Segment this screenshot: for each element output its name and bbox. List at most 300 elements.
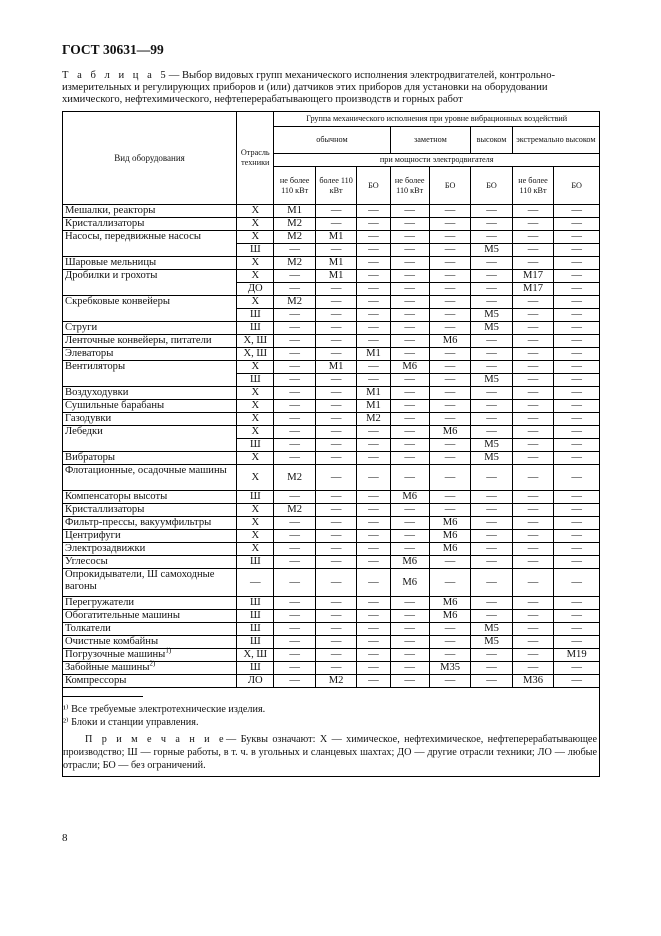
equipment-label: Воздуходувки <box>65 387 129 398</box>
group-cell: — <box>390 530 429 543</box>
table-row <box>63 205 600 218</box>
group-cell: — <box>390 322 429 335</box>
group-cell: М36 <box>512 675 553 688</box>
group-cell: — <box>554 348 600 361</box>
group-cell: — <box>512 569 553 597</box>
group-cell: — <box>357 597 390 610</box>
group-cell: — <box>315 569 356 597</box>
equipment-name <box>63 623 237 636</box>
group-cell: — <box>554 218 600 231</box>
group-cell: — <box>512 231 553 244</box>
equipment-name <box>63 556 237 569</box>
industry-cell: Ш <box>237 374 274 387</box>
group-cell: — <box>315 517 356 530</box>
table-row <box>63 556 600 569</box>
group-cell: — <box>429 556 470 569</box>
group-cell: — <box>554 322 600 335</box>
industry-cell: ЛО <box>237 675 274 688</box>
group-cell: — <box>274 556 315 569</box>
group-cell: М2 <box>274 296 315 309</box>
group-cell: — <box>357 218 390 231</box>
group-cell: — <box>429 491 470 504</box>
equipment-label: Сушильные барабаны <box>65 400 165 411</box>
group-cell: М1 <box>315 231 356 244</box>
group-cell: — <box>471 465 512 491</box>
group-cell: М2 <box>274 218 315 231</box>
group-cell: — <box>429 649 470 662</box>
equipment-name <box>63 335 237 348</box>
group-cell: — <box>274 426 315 439</box>
group-cell: — <box>357 517 390 530</box>
group-cell: — <box>471 543 512 556</box>
group-cell: — <box>274 348 315 361</box>
group-cell: — <box>512 517 553 530</box>
equipment-name <box>63 517 237 530</box>
group-cell: М5 <box>471 309 512 322</box>
group-cell: — <box>512 374 553 387</box>
group-cell: — <box>274 610 315 623</box>
group-cell: — <box>274 649 315 662</box>
group-cell: — <box>315 387 356 400</box>
industry-cell: Х <box>237 452 274 465</box>
equipment-table <box>62 111 600 777</box>
equipment-name <box>63 400 237 413</box>
group-cell: — <box>390 649 429 662</box>
group-cell: — <box>554 335 600 348</box>
group-cell: — <box>554 662 600 675</box>
group-cell: — <box>471 270 512 283</box>
group-cell: — <box>554 530 600 543</box>
header-subcolumn: более 110 кВт <box>315 167 356 205</box>
group-cell: — <box>471 205 512 218</box>
group-cell: — <box>554 517 600 530</box>
header-subcolumn: БО <box>429 167 470 205</box>
group-cell: — <box>512 504 553 517</box>
group-cell: — <box>512 439 553 452</box>
group-cell: — <box>554 361 600 374</box>
group-cell: М1 <box>357 400 390 413</box>
group-cell: — <box>357 205 390 218</box>
table-row <box>63 517 600 530</box>
industry-cell: Х <box>237 270 274 283</box>
group-cell: — <box>315 452 356 465</box>
group-cell: — <box>274 636 315 649</box>
group-cell: — <box>315 413 356 426</box>
footnote-ref: 2) <box>149 659 156 668</box>
equipment-label: Забойные машины <box>65 662 150 673</box>
table-row <box>63 296 600 309</box>
group-cell: — <box>512 257 553 270</box>
caption-label: Т а б л и ц а 5 <box>62 70 169 81</box>
group-cell: — <box>512 361 553 374</box>
industry-cell: Ш <box>237 309 274 322</box>
group-cell: — <box>357 296 390 309</box>
equipment-label: Газодувки <box>65 413 112 424</box>
industry-cell: Х, Ш <box>237 649 274 662</box>
group-cell: — <box>429 205 470 218</box>
table-row <box>63 491 600 504</box>
header-group: Группа механического исполнения при уровне вибрационных воздействий <box>274 112 600 127</box>
header-level-extreme: экстремально высоком <box>512 127 599 154</box>
group-cell: — <box>357 623 390 636</box>
equipment-name <box>63 413 237 426</box>
industry-cell: Х, Ш <box>237 335 274 348</box>
equipment-label: Шаровые мельницы <box>65 257 157 268</box>
group-cell: — <box>512 636 553 649</box>
industry-cell: Х <box>237 413 274 426</box>
equipment-label: Кристаллизаторы <box>65 218 145 229</box>
note-label: П р и м е ч а н и е <box>85 734 227 745</box>
group-cell: — <box>357 530 390 543</box>
group-cell: — <box>357 662 390 675</box>
group-cell: — <box>554 387 600 400</box>
group-cell: — <box>274 675 315 688</box>
group-cell: М6 <box>429 610 470 623</box>
group-cell: М2 <box>315 675 356 688</box>
group-cell: — <box>554 374 600 387</box>
group-cell: — <box>471 517 512 530</box>
equipment-label: Фильтр-прессы, вакуумфильтры <box>65 517 212 528</box>
group-cell: — <box>512 556 553 569</box>
group-cell: — <box>512 610 553 623</box>
equipment-name <box>63 231 237 257</box>
header-industry: Отрасль техники <box>237 112 274 205</box>
group-cell: М1 <box>357 348 390 361</box>
group-cell: — <box>390 335 429 348</box>
group-cell: М6 <box>429 335 470 348</box>
industry-cell: Х <box>237 218 274 231</box>
group-cell: — <box>471 675 512 688</box>
table-row <box>63 569 600 597</box>
group-cell: — <box>315 636 356 649</box>
group-cell: — <box>390 231 429 244</box>
group-cell: — <box>357 244 390 257</box>
group-cell: — <box>390 465 429 491</box>
industry-cell: Х, Ш <box>237 348 274 361</box>
equipment-name <box>63 348 237 361</box>
industry-cell: Х <box>237 387 274 400</box>
group-cell: — <box>357 231 390 244</box>
footnote-ref: 1) <box>165 646 172 655</box>
equipment-label: Мешалки, реакторы <box>65 205 156 216</box>
industry-cell: Х <box>237 517 274 530</box>
equipment-name <box>63 387 237 400</box>
equipment-label: Перегружатели <box>65 597 135 608</box>
group-cell: — <box>274 439 315 452</box>
group-cell: — <box>471 335 512 348</box>
equipment-label: Электрозадвижки <box>65 543 146 554</box>
group-cell: — <box>274 413 315 426</box>
equipment-label: Насосы, передвижные насосы <box>65 231 201 242</box>
group-cell: — <box>471 218 512 231</box>
equipment-name <box>63 270 237 296</box>
equipment-name <box>63 569 237 597</box>
group-cell: — <box>390 517 429 530</box>
group-cell: — <box>315 504 356 517</box>
group-cell: — <box>274 569 315 597</box>
group-cell: — <box>471 504 512 517</box>
group-cell: — <box>429 675 470 688</box>
group-cell: — <box>390 504 429 517</box>
group-cell: М6 <box>390 361 429 374</box>
equipment-label: Центрифуги <box>65 530 121 541</box>
industry-cell: Х <box>237 504 274 517</box>
group-cell: — <box>357 610 390 623</box>
header-equipment: Вид оборудования <box>63 112 237 205</box>
group-cell: — <box>357 257 390 270</box>
group-cell: — <box>357 675 390 688</box>
group-cell: — <box>429 218 470 231</box>
group-cell: — <box>429 322 470 335</box>
header-power: при мощности электродвигателя <box>274 154 600 167</box>
group-cell: — <box>554 283 600 296</box>
table-row <box>63 465 600 491</box>
equipment-label: Элеваторы <box>65 348 114 359</box>
caption-text: — Выбор видовых групп механического исполнения электродвигателей, контрольно-измерительных и регулирующих приборов и (или) датчиков этих приборов для установки на оборудовании химического, нефтехимического, нефтеперерабатывающего производств и горных работ <box>62 70 556 105</box>
group-cell: — <box>429 283 470 296</box>
group-cell: — <box>390 675 429 688</box>
header-level-noticeable: заметном <box>390 127 471 154</box>
group-cell: — <box>274 400 315 413</box>
group-cell: — <box>429 400 470 413</box>
group-cell: — <box>554 452 600 465</box>
group-cell: — <box>274 374 315 387</box>
header-subcolumn: БО <box>357 167 390 205</box>
equipment-label: Погрузочные машины <box>65 649 166 660</box>
group-cell: — <box>274 530 315 543</box>
group-cell: М2 <box>357 413 390 426</box>
group-cell: — <box>390 244 429 257</box>
group-cell: — <box>512 491 553 504</box>
group-cell: — <box>390 426 429 439</box>
group-cell: — <box>554 610 600 623</box>
equipment-name <box>63 205 237 218</box>
group-cell: — <box>429 309 470 322</box>
industry-cell: Ш <box>237 623 274 636</box>
group-cell: — <box>512 400 553 413</box>
group-cell: М6 <box>429 426 470 439</box>
table-row <box>63 361 600 374</box>
group-cell: — <box>357 465 390 491</box>
group-cell: — <box>315 662 356 675</box>
group-cell: — <box>471 491 512 504</box>
industry-cell: Х <box>237 426 274 439</box>
equipment-label: Углесосы <box>65 556 108 567</box>
footnote-divider <box>63 696 143 697</box>
industry-cell: Ш <box>237 439 274 452</box>
equipment-label: Компрессоры <box>65 675 127 686</box>
table-row <box>63 257 600 270</box>
table-row <box>63 335 600 348</box>
table-row <box>63 530 600 543</box>
group-cell: М5 <box>471 636 512 649</box>
industry-cell: Ш <box>237 556 274 569</box>
group-cell: — <box>390 610 429 623</box>
group-cell: — <box>429 504 470 517</box>
group-cell: М1 <box>357 387 390 400</box>
group-cell: — <box>315 283 356 296</box>
group-cell: — <box>390 597 429 610</box>
group-cell: — <box>390 543 429 556</box>
group-cell: М5 <box>471 244 512 257</box>
document-header: ГОСТ 30631—99 <box>62 42 164 57</box>
group-cell: — <box>512 387 553 400</box>
group-cell: — <box>471 361 512 374</box>
group-cell: — <box>274 452 315 465</box>
table-row <box>63 400 600 413</box>
industry-cell: Ш <box>237 322 274 335</box>
industry-cell: Х <box>237 530 274 543</box>
group-cell: — <box>554 491 600 504</box>
table-row <box>63 649 600 662</box>
footnotes <box>63 688 600 777</box>
group-cell: — <box>471 662 512 675</box>
group-cell: — <box>471 231 512 244</box>
group-cell: — <box>274 283 315 296</box>
industry-cell: Х <box>237 361 274 374</box>
group-cell: — <box>512 452 553 465</box>
group-cell: — <box>390 636 429 649</box>
group-cell: — <box>429 439 470 452</box>
group-cell: — <box>274 270 315 283</box>
group-cell: — <box>512 530 553 543</box>
group-cell: М5 <box>471 623 512 636</box>
table-row <box>63 675 600 688</box>
table-row <box>63 231 600 244</box>
industry-cell: Ш <box>237 244 274 257</box>
group-cell: — <box>274 597 315 610</box>
equipment-label: Струги <box>65 322 98 333</box>
group-cell: М17 <box>512 270 553 283</box>
group-cell: — <box>429 244 470 257</box>
group-cell: — <box>274 244 315 257</box>
group-cell: — <box>512 649 553 662</box>
equipment-label: Скребковые конвейеры <box>65 296 170 307</box>
group-cell: — <box>390 309 429 322</box>
group-cell: — <box>429 387 470 400</box>
group-cell: — <box>274 322 315 335</box>
group-cell: — <box>554 556 600 569</box>
group-cell: — <box>357 504 390 517</box>
equipment-name <box>63 452 237 465</box>
group-cell: — <box>554 439 600 452</box>
group-cell: — <box>315 597 356 610</box>
group-cell: — <box>471 649 512 662</box>
page-number: 8 <box>62 832 68 844</box>
group-cell: — <box>315 335 356 348</box>
footnote-1: ¹⁾ Все требуемые электротехнические изделия. <box>63 704 266 715</box>
group-cell: — <box>274 623 315 636</box>
group-cell: — <box>554 413 600 426</box>
group-cell: — <box>357 309 390 322</box>
group-cell: М6 <box>390 569 429 597</box>
group-cell: — <box>315 400 356 413</box>
group-cell: — <box>274 387 315 400</box>
header-subcolumn: БО <box>471 167 512 205</box>
table-row <box>63 623 600 636</box>
table-row <box>63 426 600 439</box>
group-cell: — <box>429 348 470 361</box>
table-row <box>63 387 600 400</box>
group-cell: М2 <box>274 465 315 491</box>
group-cell: — <box>554 569 600 597</box>
table-row <box>63 413 600 426</box>
group-cell: — <box>315 610 356 623</box>
group-cell: — <box>315 623 356 636</box>
equipment-name <box>63 361 237 387</box>
group-cell: — <box>471 400 512 413</box>
group-cell: М1 <box>315 257 356 270</box>
group-cell: — <box>315 465 356 491</box>
group-cell: — <box>390 257 429 270</box>
group-cell: — <box>471 348 512 361</box>
equipment-name <box>63 530 237 543</box>
equipment-label: Опрокидыватели, Ш самоходные вагоны <box>65 569 215 592</box>
group-cell: — <box>512 296 553 309</box>
industry-cell: Х <box>237 465 274 491</box>
group-cell: — <box>315 491 356 504</box>
equipment-label: Дробилки и грохоты <box>65 270 158 281</box>
equipment-name <box>63 504 237 517</box>
group-cell: — <box>390 387 429 400</box>
header-subcolumn: не более 110 кВт <box>274 167 315 205</box>
group-cell: — <box>554 675 600 688</box>
group-cell: М6 <box>429 597 470 610</box>
group-cell: — <box>471 387 512 400</box>
group-cell: М2 <box>274 257 315 270</box>
group-cell: — <box>357 569 390 597</box>
group-cell: — <box>315 205 356 218</box>
table-row <box>63 597 600 610</box>
group-cell: — <box>429 231 470 244</box>
table-row <box>63 504 600 517</box>
group-cell: — <box>390 662 429 675</box>
table-note <box>63 733 597 772</box>
table-row <box>63 662 600 675</box>
equipment-name <box>63 610 237 623</box>
header-subcolumn: не более 110 кВт <box>390 167 429 205</box>
group-cell: М5 <box>471 452 512 465</box>
group-cell: — <box>471 556 512 569</box>
group-cell: — <box>512 597 553 610</box>
group-cell: — <box>429 374 470 387</box>
group-cell: — <box>315 374 356 387</box>
group-cell: — <box>315 244 356 257</box>
group-cell: — <box>554 504 600 517</box>
group-cell: — <box>390 452 429 465</box>
group-cell: — <box>512 218 553 231</box>
group-cell: — <box>512 426 553 439</box>
equipment-label: Ленточные конвейеры, питатели <box>65 335 212 346</box>
group-cell: М2 <box>274 504 315 517</box>
group-cell: — <box>274 335 315 348</box>
group-cell: — <box>390 218 429 231</box>
group-cell: — <box>512 244 553 257</box>
group-cell: — <box>274 517 315 530</box>
equipment-label: Кристаллизаторы <box>65 504 145 515</box>
group-cell: — <box>357 426 390 439</box>
group-cell: — <box>274 361 315 374</box>
group-cell: — <box>357 556 390 569</box>
header-level-normal: обычном <box>274 127 390 154</box>
group-cell: — <box>390 283 429 296</box>
table-body <box>63 205 600 688</box>
group-cell: — <box>357 439 390 452</box>
equipment-name <box>63 636 237 649</box>
group-cell: — <box>429 361 470 374</box>
group-cell: — <box>315 426 356 439</box>
group-cell: — <box>429 296 470 309</box>
